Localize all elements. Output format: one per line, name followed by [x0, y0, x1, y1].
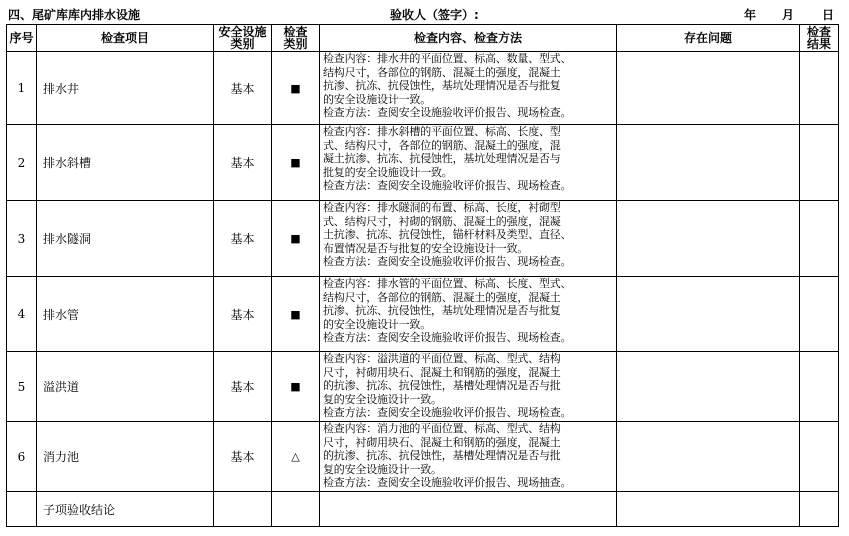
result-cell[interactable] — [800, 422, 839, 492]
table-row — [7, 277, 839, 352]
check-category-mark: ■ — [272, 201, 320, 277]
month-label: 月 — [782, 8, 795, 22]
issues-cell[interactable] — [617, 422, 800, 492]
content-line: 抗渗、抗冻、抗侵蚀性，基坑处理情况是否与批复 — [323, 304, 561, 317]
check-category-mark: ■ — [272, 352, 320, 422]
content-line: 尺寸，衬砌用块石、混凝土和钢筋的强度，混凝土 — [323, 435, 561, 449]
content-line: 式、结构尺寸，衬砌的钢筋、混凝土的强度，混凝 — [323, 214, 561, 228]
check-item: 溢洪道 — [37, 352, 214, 422]
row-number: 2 — [7, 125, 37, 201]
content-line: 的安全设施设计一致。 — [323, 92, 431, 106]
table-row — [7, 422, 839, 492]
conclusion-issues-cell[interactable] — [617, 492, 800, 527]
check-category-mark: △ — [272, 422, 320, 492]
table-row — [7, 125, 839, 201]
col-header-facility-category: 安全设施 类别 — [214, 25, 272, 52]
content-line: 尺寸，衬砌用块石、混凝土和钢筋的强度，混凝土 — [323, 365, 561, 379]
col-header-check-category: 检查 类别 — [272, 25, 320, 52]
content-line: 检查方法：查阅安全设施验收评价报告、现场检查。 — [323, 255, 572, 268]
check-content — [320, 422, 617, 492]
check-item: 排水管 — [37, 277, 214, 352]
content-line: 检查内容：排水管的平面位置、标高、长度、型式、 — [323, 277, 572, 290]
facility-category: 基本 — [214, 52, 272, 125]
content-line: 检查内容：排水隧洞的布置、标高、长度，衬砌型 — [323, 201, 561, 214]
facility-category: 基本 — [214, 125, 272, 201]
check-item: 排水隧洞 — [37, 201, 214, 277]
col-header-result: 检查 结果 — [800, 25, 839, 52]
row-number: 4 — [7, 277, 37, 352]
check-content — [320, 52, 617, 125]
check-content — [320, 125, 617, 201]
content-line: 的抗渗、抗冻、抗侵蚀性，基槽处理情况是否与批 — [323, 379, 561, 392]
check-category-mark: ■ — [272, 52, 320, 125]
facility-category: 基本 — [214, 422, 272, 492]
check-content — [320, 277, 617, 352]
acceptor-signature-label: 验收人（签字）: — [390, 8, 479, 22]
content-line: 检查内容：溢洪道的平面位置、标高、型式、结构 — [323, 352, 561, 365]
content-line: 布置情况是否与批复的安全设施设计一致。 — [323, 241, 529, 255]
content-line: 检查内容：排水井的平面位置、标高、数量、型式、 — [323, 52, 572, 65]
check-category-mark: ■ — [272, 277, 320, 352]
inspection-table — [6, 24, 839, 527]
row-number: 5 — [7, 352, 37, 422]
content-line: 抗渗、抗冻、抗侵蚀性，基坑处理情况是否与批复 — [323, 79, 561, 92]
conclusion-row — [7, 492, 839, 527]
check-content — [320, 352, 617, 422]
row-number: 3 — [7, 201, 37, 277]
issues-cell[interactable] — [617, 277, 800, 352]
result-cell[interactable] — [800, 125, 839, 201]
row-number: 6 — [7, 422, 37, 492]
content-line: 检查方法：查阅安全设施验收评价报告、现场检查。 — [323, 331, 572, 344]
content-line: 式、结构尺寸，各部位的钢筋、混凝土的强度，混 — [323, 138, 561, 152]
table-row — [7, 201, 839, 277]
content-line: 检查内容：消力池的平面位置、标高、型式、结构 — [323, 422, 561, 435]
col-header-no: 序号 — [7, 25, 37, 52]
issues-cell[interactable] — [617, 52, 800, 125]
result-cell[interactable] — [800, 201, 839, 277]
facility-category: 基本 — [214, 201, 272, 277]
title-row — [0, 0, 849, 24]
check-content — [320, 201, 617, 277]
result-cell[interactable] — [800, 277, 839, 352]
facility-category: 基本 — [214, 277, 272, 352]
table-row — [7, 352, 839, 422]
content-line: 土抗渗、抗冻、抗侵蚀性，锚杆材料及类型、直径、 — [323, 228, 572, 241]
content-line: 检查内容：排水斜槽的平面位置、标高、长度、型 — [323, 125, 561, 138]
result-cell[interactable] — [800, 52, 839, 125]
issues-cell[interactable] — [617, 352, 800, 422]
col-header-content: 检查内容、检查方法 — [320, 25, 617, 52]
check-category-mark: ■ — [272, 125, 320, 201]
issues-cell[interactable] — [617, 125, 800, 201]
content-line: 的安全设施设计一致。 — [323, 317, 431, 331]
content-line: 凝土抗渗、抗冻、抗侵蚀性，基坑处理情况是否与 — [323, 152, 561, 165]
content-line: 的抗渗、抗冻、抗侵蚀性，基槽处理情况是否与批 — [323, 449, 561, 462]
content-line: 检查方法：查阅安全设施验收评价报告、现场检查。 — [323, 106, 572, 119]
issues-cell[interactable] — [617, 201, 800, 277]
header-row — [7, 25, 839, 52]
content-line: 检查方法：查阅安全设施验收评价报告、现场检查。 — [323, 179, 572, 192]
conclusion-result-cell[interactable] — [800, 492, 839, 527]
content-line: 检查方法：查阅安全设施验收评价报告、现场检查。 — [323, 406, 572, 419]
content-line: 批复的安全设施设计一致。 — [323, 165, 453, 179]
check-item: 排水井 — [37, 52, 214, 125]
day-label: 日 — [822, 8, 835, 22]
col-header-item: 检查项目 — [37, 25, 214, 52]
conclusion-label: 子项验收结论 — [37, 492, 214, 527]
content-line: 结构尺寸，各部位的钢筋、混凝土的强度，混凝土 — [323, 65, 561, 79]
table-row — [7, 52, 839, 125]
content-line: 复的安全设施设计一致。 — [323, 392, 442, 406]
check-item: 消力池 — [37, 422, 214, 492]
col-header-issues: 存在问题 — [617, 25, 800, 52]
content-line: 检查方法：查阅安全设施验收评价报告、现场抽查。 — [323, 476, 572, 489]
section-title: 四、尾矿库库内排水设施 — [8, 8, 141, 22]
facility-category: 基本 — [214, 352, 272, 422]
result-cell[interactable] — [800, 352, 839, 422]
row-number: 1 — [7, 52, 37, 125]
content-line: 复的安全设施设计一致。 — [323, 462, 442, 476]
year-label: 年 — [744, 8, 757, 22]
content-line: 结构尺寸，各部位的钢筋、混凝土的强度，混凝土 — [323, 290, 561, 304]
check-item: 排水斜槽 — [37, 125, 214, 201]
